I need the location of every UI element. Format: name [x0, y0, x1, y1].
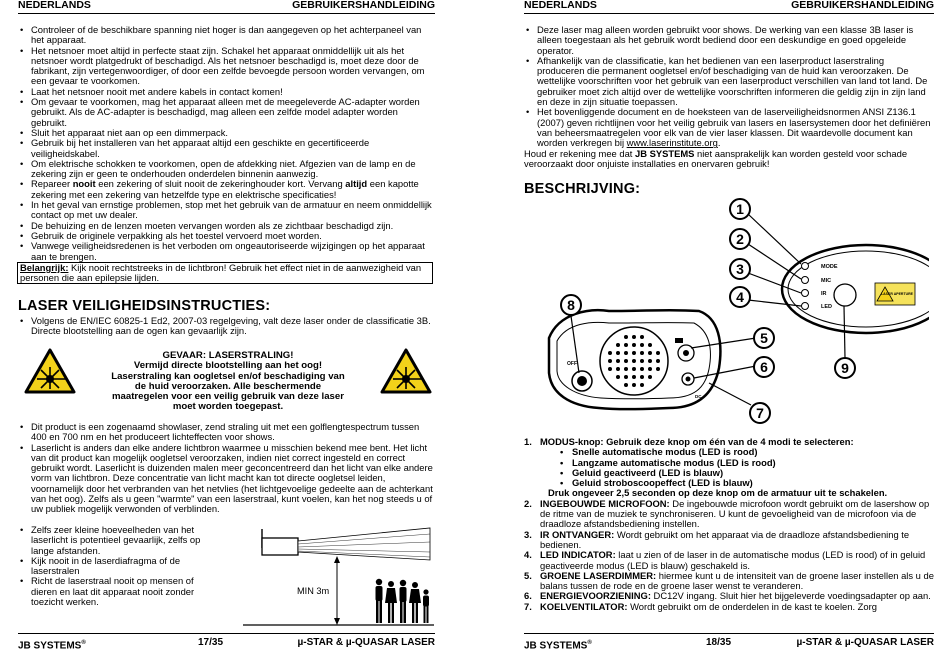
important-notice — [17, 262, 433, 285]
list-item: 5. GROENE LASERDIMMER: hiermee kunt u de intensiteit van de groene laser instellen als u de balans tussen de rode en de groene laser wenst te veranderen. — [524, 569, 934, 592]
safety-list-1 — [18, 25, 435, 262]
min-distance-label: MIN 3m — [297, 586, 330, 596]
mode-item: • Snelle automatische modus (LED is rood) — [560, 447, 934, 457]
list-item: • Kijk nooit in de laserdiafragma of de laserstralen — [18, 556, 218, 577]
list-item: • Het bovenliggende document en de hoeksteen van de laserveiligheidsnormen ANSI Z136.1 (2007) geven richtlijnen voor het veilig gebruik van lasers en lasersystemen door het definiëren van beheersmaatregelen voor elk van de vier laser klassen. Dit waardevolle document kan worden verkregen bij www.laserinstitute.org. — [524, 107, 934, 148]
callout-1: 1 — [736, 201, 744, 217]
panel-label-led: LED — [821, 304, 832, 310]
panel-label-dc: DC — [695, 394, 702, 399]
page-number: 17/35 — [198, 637, 224, 648]
page-footer — [18, 633, 435, 651]
laser-institute-link[interactable]: www.laserinstitute.org — [626, 137, 718, 149]
laser-warning-list — [18, 525, 218, 607]
danger-text: Vermijd directe blootstelling aan het oog! Laserstraling kan oogletsel en/of beschadiging van de huid veroorzaken. Alle beschermende maatregelen voor een veilig gebruik van deze laser moet worden toegepast. — [111, 360, 345, 413]
callout-8: 8 — [567, 297, 575, 313]
liability-note: Houd er rekening mee dat JB SYSTEMS niet aansprakelijk kan worden gesteld voor schade veroorzaakt door onjuiste installaties en onervaren gebruik! — [524, 147, 908, 169]
list-item: • Om gevaar te voorkomen, mag het apparaat alleen met de meegeleverde AC-adapter worden gebruikt. Als de AC-adapter is beschadigd, mag alleen een zelfde model adapter worden gebruikt. — [18, 97, 435, 128]
laser-intro-list — [18, 316, 435, 337]
mode-item: • Langzame automatische modus (LED is rood) — [560, 458, 934, 468]
footer-product: µ-STAR & µ-QUASAR LASER — [796, 637, 934, 648]
device-diagram — [509, 193, 929, 433]
callout-7: 7 — [756, 405, 764, 421]
callout-6: 6 — [760, 359, 768, 375]
list-item: • Om elektrische schokken te voorkomen, open de afdekking niet. Afgezien van de lamp en de zekering zijn er geen te onderhouden onderdelen binnenin aanwezig. — [18, 159, 435, 180]
back-panel — [782, 245, 929, 333]
important-text: Kijk nooit rechtstreeks in de lichtbron! Gebruik het effect niet in de aanwezigheid van personen die aan epilepsie lijden. — [20, 261, 422, 284]
laser-warning-icon — [380, 348, 432, 394]
min-distance-illustration — [240, 526, 436, 630]
list-item: • Controleer of de beschikbare spanning niet hoger is dan aangegeven op het achterpaneel van het apparaat. — [18, 25, 435, 46]
list-item: • Afhankelijk van de classificatie, kan het bedienen van een laserproduct laserstraling produceren die permanent oogletsel en/of beschadiging van de huid kan veroorzaken. De wettelijke voorschriften voor het gebruik van een laserproduct verschillen van land tot land. De gebruiker moet zich altijd over de wettelijke voorschriften informeren die geldig zijn in zijn land en deze in zijn situatie toepassen. — [524, 56, 934, 107]
list-item: 6. ENERGIEVOORZIENING: DC12V ingang. Sluit hier het bijgeleverde voedingsadapter op aan. — [524, 590, 931, 602]
callout-9: 9 — [841, 360, 849, 376]
list-item: • De behuizing en de lenzen moeten vervangen worden als ze zichtbaar beschadigd zijn. — [18, 221, 435, 231]
list-item: • Laserlicht is anders dan elke andere lichtbron waarmee u misschien bekend mee bent. Het licht van dit product kan mogelijk oogletsel veroorzaken, indien niet correct ingesteld en correct gebruikt wordt. Laserlicht is duizenden malen meer geconcentreerd dan het licht van elke andere vorm van lichtbron. Deze concentratie van licht macht kan tot directe oogletsel leiden, voornamelijk door het verbranden van het netvlies (het lichtgevoelige gedeelte aan de achterkant van het oog). Zelfs als u geen "warmte" van een laserstraal, kunt voelen, kan het nog steeds u of uw publiek mogelijk verwonden of verblinden. — [18, 443, 435, 515]
safety-section — [18, 25, 435, 284]
page-header — [18, 0, 435, 14]
header-title: GEBRUIKERSHANDLEIDING — [791, 0, 934, 11]
list-item: • Vanwege veiligheidsredenen is het verboden om ongeautoriseerde wijzigingen op het apparaat aan te brengen. — [18, 241, 435, 262]
footer-brand: JB SYSTEMS® — [18, 640, 86, 652]
laser-warning-icon — [24, 348, 76, 394]
footer-product: µ-STAR & µ-QUASAR LASER — [297, 637, 435, 648]
list-item: 7. KOELVENTILATOR: Wordt gebruikt om de onderdelen in de kast te koelen. Zorg — [524, 600, 877, 612]
list-item: 2. INGEBOUWDE MICROFOON: De ingebouwde microfoon wordt gebruikt om de lasershow op de ritme van de muziek te synchroniseren. U kunt de gevoeligheid van de microfoon via de draadloze afstandsbediening instellen. — [524, 497, 930, 530]
list-item: • In het geval van ernstige problemen, stop met het gebruik van de armatuur en neem onmiddellijk contact op met uw dealer. — [18, 200, 435, 221]
page-header — [524, 0, 934, 14]
panel-label-sticker: LASER APERTURE — [881, 292, 913, 296]
page-footer — [524, 633, 934, 651]
callout-5: 5 — [760, 330, 768, 346]
callout-3: 3 — [736, 261, 744, 277]
list-item: • Dit product is een zogenaamd showlaser, zend straling uit met een golflengtespectrum tussen 400 en 700 nm en het produceert lichteffecten voor shows. — [18, 422, 435, 443]
mode-item: • Geluid stroboscoopeffect (LED is blauw) — [560, 478, 934, 488]
callout-2: 2 — [736, 231, 744, 247]
regulation-list — [524, 25, 934, 149]
list-item: • Gebruik de originele verpakking als het toestel vervoerd moet worden. — [18, 231, 435, 241]
header-language: NEDERLANDS — [18, 0, 91, 11]
description-heading: BESCHRIJVING: — [524, 181, 641, 197]
danger-title: GEVAAR: LASERSTRALING! — [162, 350, 294, 361]
danger-block — [110, 351, 346, 413]
panel-label-off: OFF — [567, 361, 577, 367]
page-number: 18/35 — [706, 637, 732, 648]
panel-label-mic: MIC — [821, 278, 832, 284]
list-item: • Richt de laserstraal nooit op mensen of dieren en laat dit apparaat nooit zonder toezicht werken. — [18, 576, 218, 607]
laser-info-list — [18, 422, 435, 515]
mode-item: • Geluid geactiveerd (LED is blauw) — [560, 468, 934, 478]
description-list — [524, 437, 934, 612]
laser-regulation-section — [524, 25, 934, 169]
list-item: • Sluit het apparaat niet aan op een dimmerpack. — [18, 128, 435, 138]
list-item-fuse: • Repareer nooit een zekering of sluit nooit de zekeringhouder kort. Vervang altijd een kapotte zekering met een zekering van hetzelfde type en elektrische specificaties! — [18, 179, 435, 200]
callout-4: 4 — [736, 289, 744, 305]
page-right — [524, 0, 934, 654]
list-item: 3. IR ONTVANGER: Wordt gebruikt om het apparaat via de draadloze afstandsbediening te bedienen. — [524, 528, 910, 550]
list-item: • Het netsnoer moet altijd in perfecte staat zijn. Schakel het apparaat onmiddellijk uit als het netsnoer wordt platgedrukt of beschadigd. Als het netsnoer beschadigd is, moet deze door de fabrikant, zijn vertegenwoordiger, of door een zelfde bevoegde persoon worden vervangen, om een gevaar te voorkomen. — [18, 46, 435, 87]
panel-label-mode: MODE — [821, 264, 838, 270]
header-title: GEBRUIKERSHANDLEIDING — [292, 0, 435, 11]
important-label: Belangrijk: — [20, 261, 69, 273]
list-item: • Laat het netsnoer nooit met andere kabels in contact komen! — [18, 87, 435, 97]
header-language: NEDERLANDS — [524, 0, 597, 11]
hold-instruction: Druk ongeveer 2,5 seconden op deze knop om de armatuur uit te schakelen. — [548, 487, 888, 499]
list-item: • Gebruik bij het installeren van het apparaat altijd een geschikte en gecertificeerde veiligheidskabel. — [18, 138, 435, 159]
laser-safety-heading: LASER VEILIGHEIDSINSTRUCTIES: — [18, 298, 271, 314]
list-item: 1. MODUS-knop: Gebruik deze knop om één van de 4 modi te selecteren: • Snelle automatische modus (LED is rood) • Langzame automatische modus (LED is rood) • Geluid geactiveerd (LED is blauw) • Geluid stroboscoopeffect (LED is blauw) Druk ongeveer 2,5 seconden op deze knop om de armatuur uit te schakelen. — [524, 437, 934, 499]
footer-brand: JB SYSTEMS® — [524, 640, 592, 652]
mode-list — [524, 447, 934, 488]
list-item: • Deze laser mag alleen worden gebruikt voor shows. De werking van een klasse 3B laser is alleen toegestaan als het gebruik wordt bediend door een deskundige en goed opgeleide operator. — [524, 25, 934, 56]
list-item: • Volgens de EN/IEC 60825-1 Ed2, 2007-03 regelgeving, valt deze laser onder de classificatie 3B. Directe blootstelling aan de ogen kan gevaarlijk zijn. — [18, 316, 435, 337]
page-left — [18, 0, 435, 654]
panel-label-ir: IR — [821, 291, 827, 297]
list-item: 4. LED INDICATOR: laat u zien of de laser in de automatische modus (LED is rood) of in geluid geactiveerde modus (LED is blauw) geschakeld is. — [524, 549, 926, 571]
list-item: • Zelfs zeer kleine hoeveelheden van het laserlicht is potentieel gevaarlijk, zelfs op lange afstanden. — [18, 525, 218, 556]
